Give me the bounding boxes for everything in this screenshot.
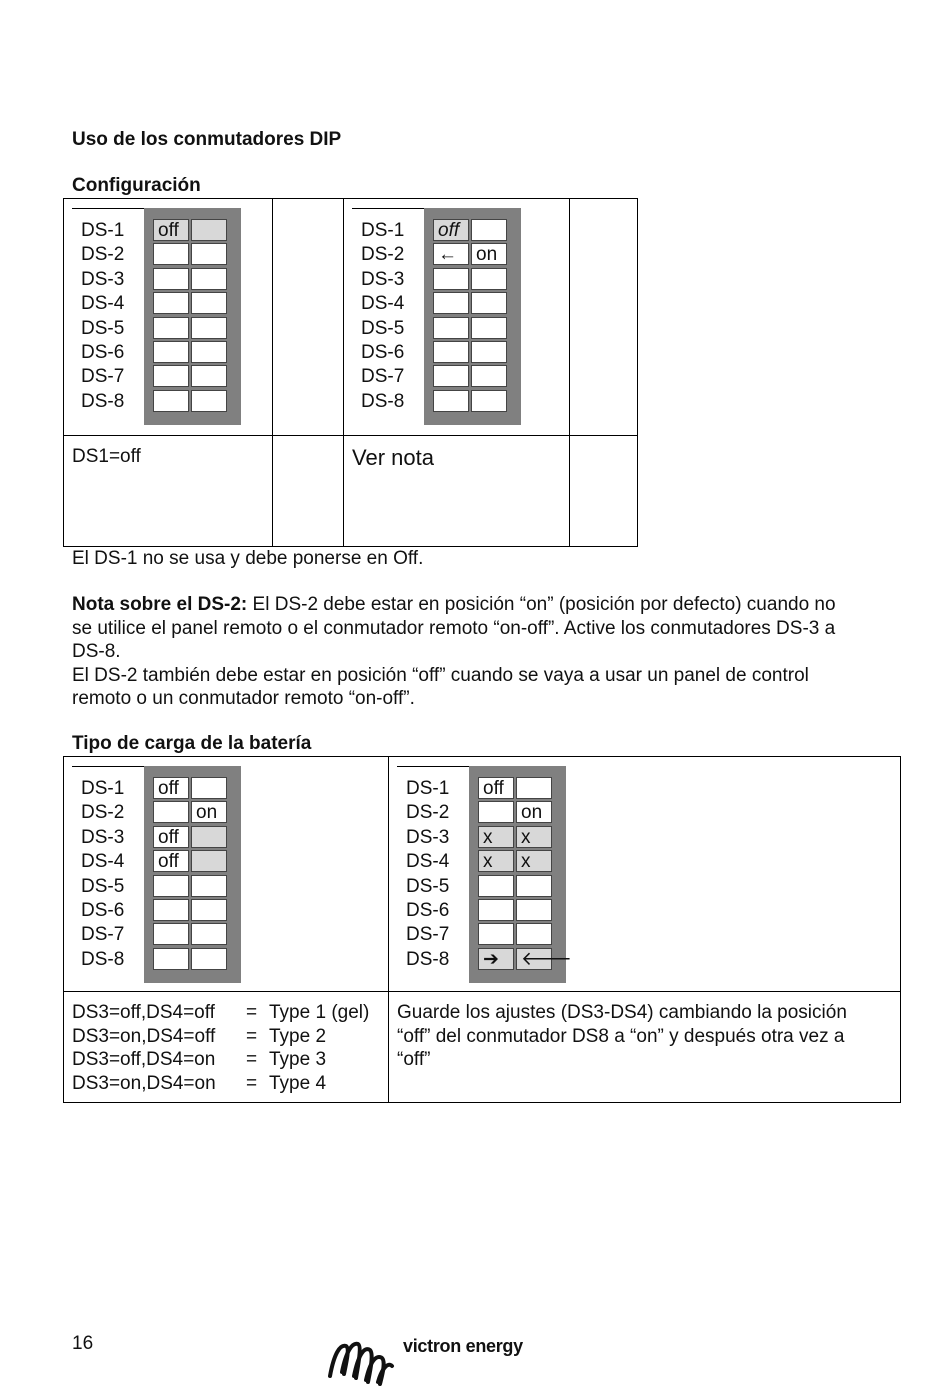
dip-cell: off [433,219,469,241]
dip-label: DS-2 [81,802,125,824]
dip-cell: on [516,801,552,823]
save-settings-note [397,1001,892,1072]
dip-cell [191,850,227,872]
dip-cell [478,923,514,945]
dip-cell: on [471,243,507,265]
ds2-note-line3: DS-8. [72,641,121,662]
dip-cell [153,875,189,897]
type-combo: DS3=off,DS4=off [72,1002,215,1023]
dip-label: DS-2 [81,244,125,266]
dip-cell: off [153,826,189,848]
dip-label: DS-4 [406,851,450,873]
brand-name: victron energy [403,1336,523,1356]
dip-cell [153,243,189,265]
dip-cell [191,826,227,848]
dip-cell [433,268,469,290]
dip-cell: ➔ [478,948,514,970]
dip-cell [191,292,227,314]
config-heading: Configuración [72,175,201,196]
dip-label: DS-3 [361,268,405,290]
dip-label: DS-8 [406,948,450,970]
dip-cell [433,365,469,387]
dip-cell: x [516,850,552,872]
type-combo: DS3=off,DS4=on [72,1049,216,1070]
type-equals: = [246,1049,258,1070]
dip-cell [191,365,227,387]
dip-label: DS-5 [81,875,125,897]
battery-type-list [72,1001,382,1095]
save-note-line2: “off” del conmutador DS8 a “on” y después otra vez a [397,1025,845,1047]
ds2-note-line4: El DS-2 también debe estar en posición “off” cuando se vaya a usar un panel de control [72,664,809,686]
section-title: Uso de los conmutadores DIP [72,129,342,150]
dip-cell: ← [433,243,469,265]
dip-label: DS-8 [81,948,125,970]
dip-label: DS-8 [81,390,125,412]
dip-cell [471,317,507,339]
dip-cell [153,923,189,945]
dip-label: DS-5 [406,875,450,897]
dip-cell [153,317,189,339]
dip-label: DS-1 [361,220,405,241]
dip-cell [433,292,469,314]
victron-logo [326,1334,396,1391]
dip-cell [433,390,469,412]
type-equals: = [246,1002,258,1023]
dip-switch-config-left [72,208,242,428]
dip-body [144,208,241,425]
dip-label: DS-1 [81,220,125,241]
save-note-line1: Guarde los ajustes (DS3-DS4) cambiando la posición [397,1002,847,1023]
dip-label: DS-7 [406,924,450,946]
dip-cell: on [191,801,227,823]
dip-label: DS-2 [406,802,450,824]
dip-label: DS-5 [81,317,125,339]
dip-cell [471,341,507,363]
save-note-line3: “off” [397,1049,431,1070]
config-right-note: Ver nota [352,445,434,470]
dip-cell [433,341,469,363]
dip-label: DS-8 [361,390,405,412]
dip-switch-config-right [352,208,522,428]
dip-label: DS-4 [81,293,125,315]
dip-cell [478,801,514,823]
dip-cell [153,292,189,314]
dip-label: DS-1 [406,778,450,799]
dip-cell [153,390,189,412]
dip-switch-battery-left [72,766,242,986]
battery-type-row [72,1001,382,1025]
dip-label: DS-5 [361,317,405,339]
dip-label: DS-7 [81,924,125,946]
dip-cell [191,899,227,921]
dip-cell [471,390,507,412]
dip-cell [191,777,227,799]
dip-cell [153,341,189,363]
dip-label: DS-6 [361,341,405,363]
dip-cell [191,317,227,339]
dip-label: DS-6 [81,899,125,921]
type-name: Type 2 [269,1025,327,1047]
dip-cell [191,390,227,412]
dip-label: DS-1 [81,778,125,799]
dip-label: DS-4 [81,851,125,873]
dip-cell [471,268,507,290]
dip-body [469,766,572,983]
dip-label: DS-2 [361,244,405,266]
battery-type-row [72,1072,382,1096]
dip-switch-battery-right [397,766,572,986]
dip-cell [433,317,469,339]
ds2-note-line5: remoto o un conmutador remoto “on-off”. [72,688,415,709]
config-left-note: DS1=off [72,446,141,467]
type-name: Type 4 [269,1072,327,1094]
dip-cell [471,219,507,241]
dip-cell [191,219,227,241]
dip-cell [153,899,189,921]
dip-cell [471,292,507,314]
dip-cell [153,365,189,387]
dip-label: DS-7 [81,366,125,388]
dip-label: DS-4 [361,293,405,315]
dip-cell [191,243,227,265]
dip-cell [478,899,514,921]
dip-cell [153,948,189,970]
dip-cell [191,923,227,945]
dip-cell [516,875,552,897]
dip-body [424,208,521,425]
type-equals: = [246,1025,258,1047]
ds2-note [72,593,912,711]
dip-cell [191,268,227,290]
ds2-note-line1: El DS-2 debe estar en posición “on” (posición por defecto) cuando no [247,594,836,615]
dip-cell [516,777,552,799]
type-equals: = [246,1072,258,1094]
battery-type-row [72,1025,382,1049]
dip-cell: off [153,219,189,241]
dip-cell: x [478,826,514,848]
type-combo: DS3=on,DS4=off [72,1025,216,1047]
battery-heading: Tipo de carga de la batería [72,733,312,754]
dip-label: DS-3 [81,826,125,848]
type-name: Type 1 (gel) [269,1002,370,1023]
dip-cell: off [153,777,189,799]
dip-cell [191,948,227,970]
ds2-note-label: Nota sobre el DS-2: [72,594,248,615]
dip-cell [516,899,552,921]
dip-label: DS-6 [81,341,125,363]
victron-spring-icon [326,1334,396,1386]
type-name: Type 3 [269,1049,327,1070]
dip-cell [153,268,189,290]
dip-cell: off [153,850,189,872]
dip-body [144,766,241,983]
dip-cell [153,801,189,823]
dip-cell: off [478,777,514,799]
dip-cell [191,875,227,897]
type-combo: DS3=on,DS4=on [72,1072,216,1094]
dip-label: DS-6 [406,899,450,921]
dip-label: DS-3 [81,268,125,290]
dip-cell [516,923,552,945]
dip-label: DS-7 [361,366,405,388]
dip-cell: x [516,826,552,848]
dip-cell: 🡐 [516,948,552,970]
dip-cell: x [478,850,514,872]
page-number: 16 [72,1333,94,1354]
dip-cell [471,365,507,387]
ds1-note: El DS-1 no se usa y debe ponerse en Off. [72,548,424,569]
battery-type-row [72,1048,382,1072]
dip-cell [478,875,514,897]
dip-cell [191,341,227,363]
ds2-note-line2: se utilice el panel remoto o el conmutador remoto “on-off”. Active los conmutadores DS-3 a [72,617,836,639]
dip-label: DS-3 [406,826,450,848]
